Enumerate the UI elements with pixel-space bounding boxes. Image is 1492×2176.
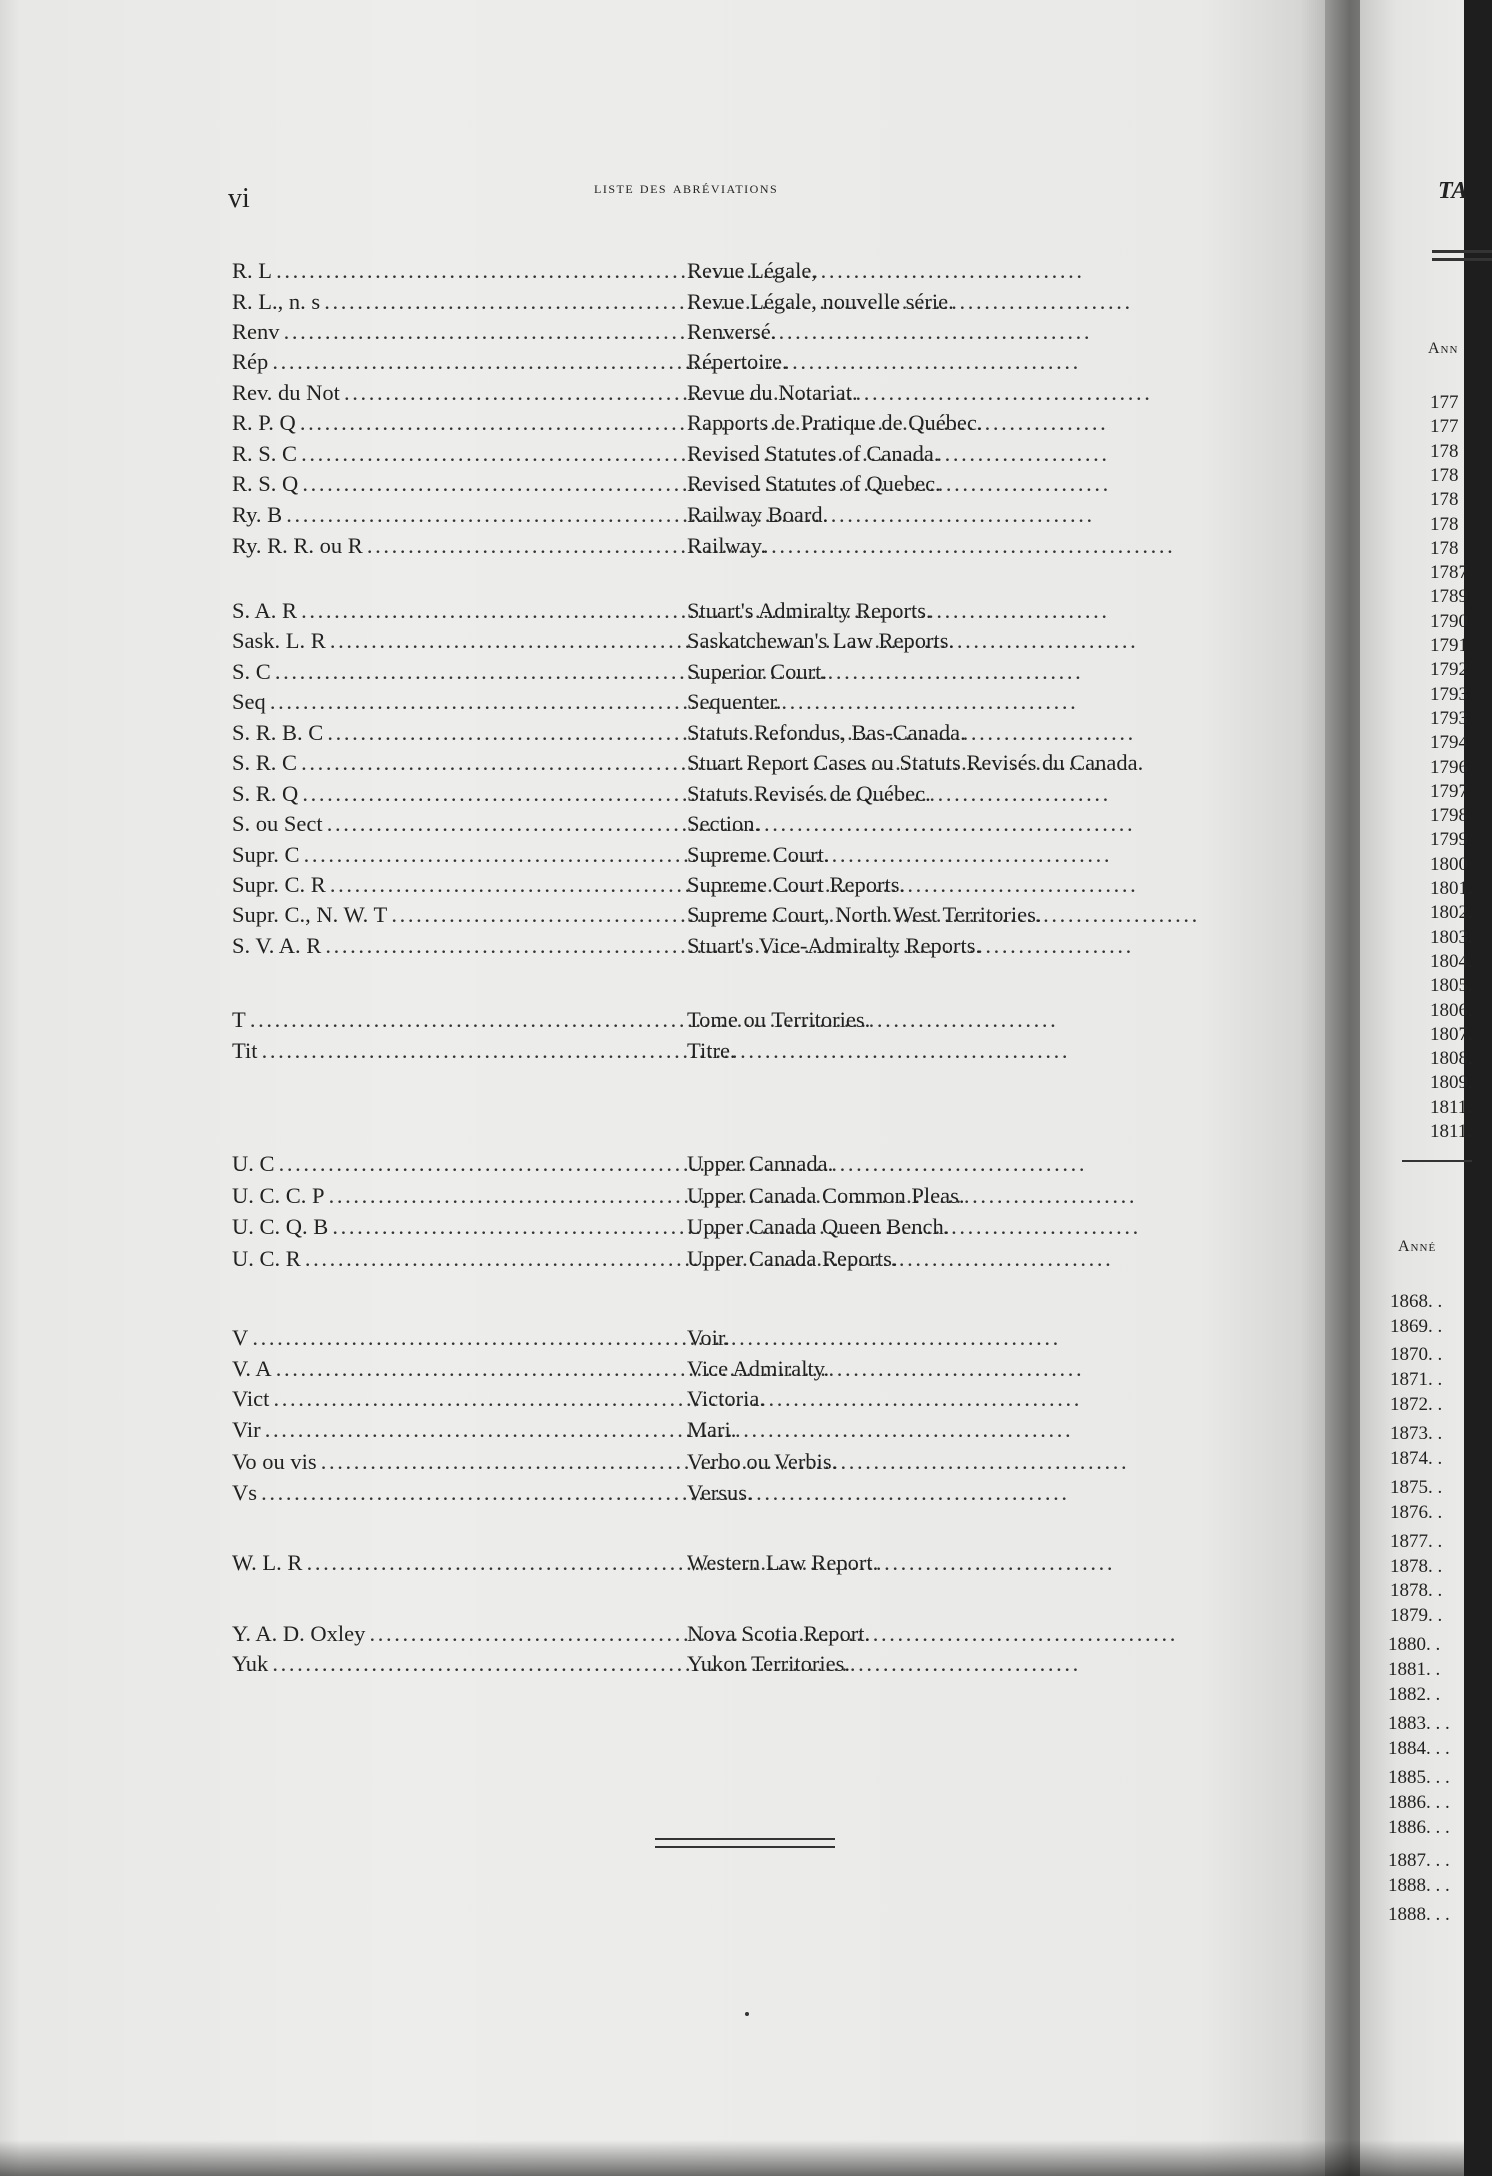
year-entry: 1882. . [1388, 1684, 1441, 1705]
ornament-rule-top [655, 1838, 835, 1840]
year-entry: 1798 [1430, 805, 1468, 827]
abbreviation-entry [232, 1547, 1292, 1579]
year-entry: 1811. [1430, 1096, 1473, 1118]
abbreviation-term: S. A. R . . . [232, 595, 687, 627]
year-entry: 1885. . . [1388, 1767, 1450, 1788]
abbreviation-entry [232, 407, 1292, 439]
abbreviation-term: Vo ou vis . . . [232, 1446, 687, 1478]
year-entry: 1883. . . [1388, 1713, 1450, 1734]
abbreviation-entry [232, 625, 1292, 657]
year-entry: 1791 [1430, 635, 1468, 656]
abbreviation-term: W. L. R . . . [232, 1547, 687, 1579]
abbreviation-term: Supr. C., N. W. T . . . [232, 899, 687, 931]
abbreviation-entry [232, 899, 1292, 931]
abbreviation-entry [232, 346, 1292, 378]
year-entry: 178 [1430, 513, 1459, 535]
abbreviation-entry [232, 1322, 1292, 1354]
bottom-shadow [0, 2140, 1464, 2176]
year-entry: 1800 [1430, 853, 1468, 875]
abbreviation-term: Renv . . . [232, 316, 687, 348]
abbreviation-meaning: Versus. [687, 1480, 753, 1505]
year-entry: 1803. [1430, 926, 1473, 948]
abbreviation-meaning: Revue Légale, nouvelle série. [687, 289, 954, 314]
abbreviation-meaning: Superior Court. [687, 659, 827, 684]
right-page [1360, 0, 1473, 2176]
abbreviation-term: T . . . [232, 1004, 687, 1036]
abbreviation-meaning: Revue Légale, [687, 258, 817, 283]
abbreviation-meaning: Section. [687, 811, 761, 836]
abbreviation-entry [232, 499, 1292, 531]
abbreviation-term: U. C. C. P . . . [232, 1180, 687, 1212]
abbreviation-entry [232, 438, 1292, 470]
abbreviation-term: Rev. du Not . . . [232, 377, 687, 409]
year-entry: 1794 [1430, 732, 1468, 754]
abbreviation-term: Seq . . . [232, 686, 687, 718]
abbreviation-entry [232, 1618, 1292, 1650]
abbreviation-term: Sask. L. R . . . [232, 625, 687, 657]
abbreviation-entry [232, 1004, 1292, 1036]
year-entry: 1875. . [1390, 1477, 1443, 1498]
year-entry: 1802. [1430, 902, 1473, 924]
running-head: liste des abréviations [594, 178, 779, 197]
abbreviation-meaning: Supreme Court Reports. [687, 872, 906, 897]
abbreviation-entry [232, 316, 1292, 348]
year-entry: 1789 [1430, 586, 1468, 608]
abbreviation-meaning: Vice Admiralty. [687, 1356, 830, 1381]
abbreviation-entry [232, 1148, 1292, 1180]
year-entry: 1787 [1430, 562, 1468, 584]
abbreviation-entry [232, 930, 1292, 962]
abbreviation-entry [232, 286, 1292, 318]
right-column-head-1: Ann [1428, 340, 1459, 357]
year-entry: 178 [1430, 440, 1459, 462]
right-column-head-2: Anné [1398, 1238, 1437, 1255]
right-running-head: TA [1438, 178, 1468, 204]
abbreviation-meaning: Sequenter. [687, 689, 782, 714]
abbreviation-term: Vir . . . [232, 1414, 687, 1446]
abbreviation-meaning: Statuts Revisés de Québec. [687, 781, 931, 806]
year-entry: 1888. . . [1388, 1904, 1450, 1925]
abbreviation-meaning: Renversé. [687, 319, 777, 344]
year-entry: 1884. . . [1388, 1738, 1450, 1759]
year-entry: 1888. . . [1388, 1875, 1450, 1896]
year-entry: 1808. [1430, 1048, 1473, 1070]
abbreviation-meaning: Verbo ou Verbis. [687, 1449, 838, 1474]
abbreviation-term: V . . . [232, 1322, 687, 1354]
abbreviation-meaning: Upper Canada Queen Bench. [687, 1214, 950, 1239]
abbreviation-meaning: Supreme Court, North West Territories. [687, 902, 1042, 927]
abbreviation-meaning: Railway. [687, 533, 767, 558]
year-entry: 1872. . [1390, 1394, 1443, 1415]
ink-dot [745, 2012, 749, 2016]
abbreviation-meaning: Nova Scotia Report. [687, 1621, 871, 1646]
abbreviation-entry [232, 686, 1292, 718]
abbreviation-term: S. R. C . . . [232, 747, 687, 779]
year-entry: 1879. . [1390, 1605, 1443, 1626]
abbreviation-meaning: Railway Board. [687, 502, 829, 527]
abbreviation-meaning: Victoria. [687, 1386, 765, 1411]
abbreviation-entry [232, 717, 1292, 749]
abbreviation-term: Ry. R. R. ou R . . . [232, 530, 687, 562]
abbreviation-term: R. S. C . . . [232, 438, 687, 470]
abbreviation-entry [232, 1243, 1292, 1275]
abbreviation-term: V. A . . . [232, 1353, 687, 1385]
abbreviation-term: R. P. Q . . . [232, 407, 687, 439]
year-entry: 1886. . . [1388, 1817, 1450, 1838]
page-number: vi [228, 183, 250, 214]
year-entry: 1807. [1430, 1023, 1473, 1045]
abbreviation-term: S. ou Sect . . . [232, 808, 687, 840]
year-entry: 1873. . [1390, 1423, 1443, 1444]
year-entry: 1874. . [1390, 1448, 1443, 1469]
year-entry: 1871. . [1390, 1369, 1443, 1390]
abbreviation-entry [232, 530, 1292, 562]
abbreviation-term: R. L . . . [232, 255, 687, 287]
abbreviation-term: U. C. R . . . [232, 1243, 687, 1275]
year-entry: 1797 [1430, 780, 1468, 802]
year-entry: 1806. [1430, 999, 1473, 1021]
abbreviation-term: Supr. C . . . [232, 839, 687, 871]
abbreviation-meaning: Revue du Notariat. [687, 380, 858, 405]
abbreviation-meaning: Rapports de Pratique de Québec. [687, 410, 983, 435]
abbreviation-entry [232, 1211, 1292, 1243]
year-entry: 1804. [1430, 950, 1473, 972]
abbreviation-meaning: Stuart Report Cases ou Statuts Revisés du Canada. [687, 750, 1144, 775]
right-double-rule-1 [1432, 250, 1492, 253]
year-entry: 1881. . [1388, 1659, 1441, 1680]
abbreviation-term: U. C. Q. B . . . [232, 1211, 687, 1243]
abbreviation-entry [232, 778, 1292, 810]
year-entry: 1880. . [1388, 1634, 1441, 1655]
abbreviation-term: Ry. B . . . [232, 499, 687, 531]
abbreviation-entry [232, 1414, 1292, 1446]
abbreviation-meaning: Supreme Court. [687, 842, 830, 867]
year-entry: 1801. [1430, 878, 1473, 899]
year-entry: 1886. . . [1388, 1792, 1450, 1813]
year-entry: 1811. [1430, 1121, 1473, 1142]
year-entry: 178 [1430, 537, 1459, 559]
abbreviation-entry [232, 1446, 1292, 1478]
abbreviation-meaning: Western Law Report. [687, 1550, 879, 1575]
abbreviation-term: Tit . . . [232, 1035, 687, 1067]
abbreviation-term: Y. A. D. Oxley . . . [232, 1618, 687, 1650]
abbreviation-meaning: Yukon Territories. [687, 1651, 850, 1676]
abbreviation-meaning: Upper Canada Reports. [687, 1246, 898, 1271]
abbreviation-entry [232, 869, 1292, 901]
year-entry: 1799 [1430, 829, 1468, 851]
year-entry: 1870. . [1390, 1344, 1443, 1365]
year-entry: 1793 [1430, 707, 1468, 729]
year-entry: 1878. . [1390, 1556, 1443, 1577]
abbreviation-entry [232, 255, 1292, 287]
year-entry: 1869. . [1390, 1316, 1443, 1337]
abbreviation-entry [232, 839, 1292, 871]
abbreviation-term: Vict . . . [232, 1383, 687, 1415]
year-entry: 1790 [1430, 610, 1468, 632]
year-entry: 1868. . [1390, 1291, 1443, 1312]
year-entry: 178 [1430, 489, 1459, 511]
abbreviation-term: S. R. B. C . . . [232, 717, 687, 749]
abbreviation-meaning: Stuart's Vice-Admiralty Reports. [687, 933, 982, 958]
abbreviation-entry [232, 1648, 1292, 1680]
year-entry: 1796 [1430, 756, 1468, 778]
abbreviation-term: Yuk . . . [232, 1648, 687, 1680]
right-section-rule [1402, 1160, 1472, 1162]
abbreviation-term: Rép . . . [232, 346, 687, 378]
year-entry: 1878. . [1390, 1580, 1443, 1601]
abbreviation-entry [232, 1180, 1292, 1212]
abbreviation-term: S. V. A. R . . . [232, 930, 687, 962]
ornament-rule-bottom [655, 1846, 835, 1848]
abbreviation-meaning: Upper Canada Common Pleas. [687, 1183, 965, 1208]
abbreviation-meaning: Statuts Refondus, Bas-Canada. [687, 720, 966, 745]
abbreviation-meaning: Tome ou Territories. [687, 1007, 871, 1032]
abbreviation-meaning: Répertoire. [687, 349, 788, 374]
abbreviation-meaning: Mari. [687, 1417, 737, 1442]
abbreviation-entry [232, 468, 1292, 500]
abbreviation-entry [232, 595, 1292, 627]
abbreviation-meaning: Upper Cannada. [687, 1151, 834, 1176]
abbreviation-term: S. C . . . [232, 656, 687, 688]
abbreviation-term: S. R. Q . . . [232, 778, 687, 810]
abbreviation-entry [232, 377, 1292, 409]
abbreviation-term: U. C . . . [232, 1148, 687, 1180]
year-entry: 177 [1430, 416, 1459, 438]
abbreviation-term: R. S. Q . . . [232, 468, 687, 500]
abbreviation-meaning: Saskatchewan's Law Reports. [687, 628, 955, 653]
abbreviation-meaning: Stuart's Admiralty Reports. [687, 598, 932, 623]
abbreviation-meaning: Revised Statutes of Canada. [687, 441, 940, 466]
year-entry: 1887. . . [1388, 1850, 1450, 1871]
year-entry: 1876. . [1390, 1502, 1443, 1523]
abbreviation-meaning: Titre. [687, 1038, 736, 1063]
year-entry: 1792 [1430, 659, 1468, 681]
abbreviation-term: R. L., n. s . . . [232, 286, 687, 318]
year-entry: 177 [1430, 392, 1459, 413]
abbreviation-entry [232, 1035, 1292, 1067]
abbreviation-entry [232, 656, 1292, 688]
abbreviation-entry [232, 747, 1292, 779]
right-double-rule-2 [1432, 258, 1492, 261]
abbreviation-term: Supr. C. R . . . [232, 869, 687, 901]
year-entry: 1809. [1430, 1072, 1473, 1094]
year-entry: 178 [1430, 464, 1459, 486]
year-entry: 1877. . [1390, 1531, 1443, 1552]
abbreviation-meaning: Revised Statutes of Quebec. [687, 471, 941, 496]
abbreviation-term: Vs . . . [232, 1477, 687, 1509]
year-entry: 1793 [1430, 683, 1468, 705]
abbreviation-meaning: Voir. [687, 1325, 730, 1350]
abbreviation-entry [232, 1383, 1292, 1415]
abbreviation-entry [232, 1353, 1292, 1385]
abbreviation-entry [232, 808, 1292, 840]
abbreviation-entry [232, 1477, 1292, 1509]
year-entry: 1805. [1430, 975, 1473, 997]
